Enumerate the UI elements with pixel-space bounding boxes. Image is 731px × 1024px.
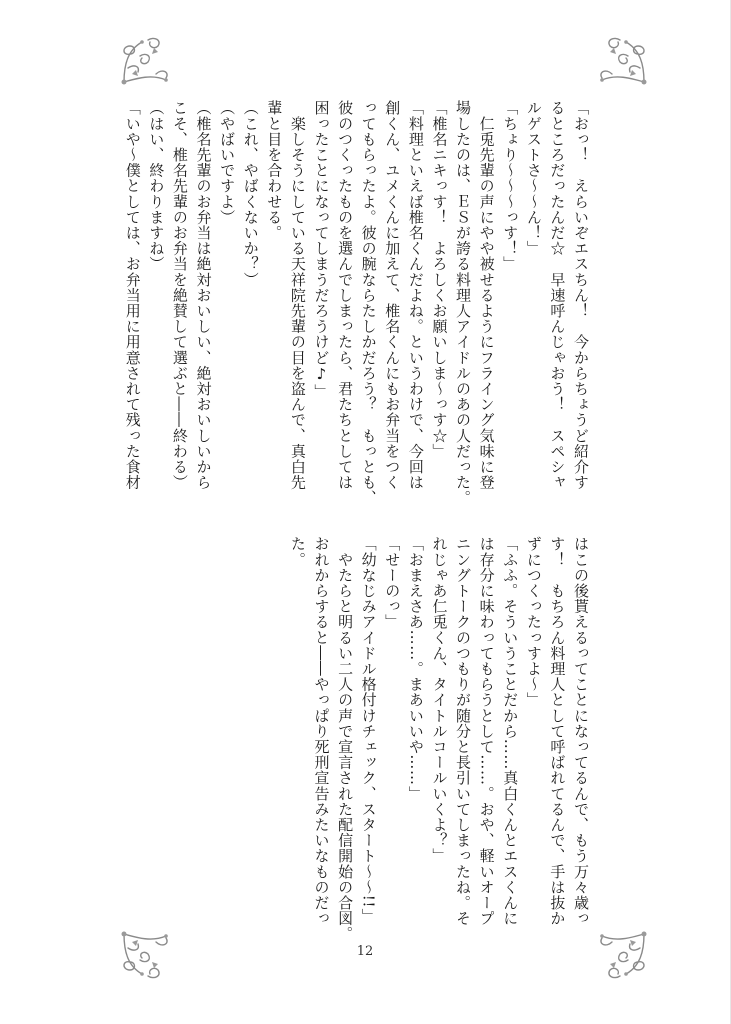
text-line: 彼のつくったものを選んでしまったら、君たちとしては	[336, 100, 355, 490]
text-line: （はい、終わりますね）	[147, 100, 166, 272]
text-line: やたらと明るい二人の声で宣言された配信開始の合図。	[336, 536, 355, 942]
flourish-icon	[118, 34, 172, 88]
text-line: 仁兎先輩の声にやや被せるようにフライング気味に登	[477, 100, 496, 490]
page-number: 12	[356, 944, 374, 959]
text-line: 「ちょり〜〜〜っす！」	[501, 100, 520, 272]
text-line: 「おまえさあ……。まあいいや……」	[406, 536, 425, 802]
text-line: 「幼なじみアイドル格付けチェック、スタート〜〜!!」	[359, 536, 378, 924]
text-line: はこの後貰えるってことになってるんで、もう万々歳っ	[572, 536, 590, 926]
text-line: ルゲストさ〜〜ん！」	[524, 100, 543, 256]
text-line: す！ もちろん料理人として呼ばれてるんで、手は抜か	[548, 536, 567, 926]
text-line: るところだったんだ☆ 早速呼んじゃおう！ スペシャ	[548, 100, 567, 490]
text-line: 創くん、ユメくんに加えて、椎名くんにもお弁当をつく	[383, 100, 402, 490]
text-line: 楽しそうにしている天祥院先輩の目を盗んで、真白先	[288, 100, 307, 490]
corner-ornament-top-right	[596, 34, 650, 88]
text-line: 「椎名ニキっす！ よろしくお願いしま〜っす☆」	[430, 100, 449, 459]
text-line: た。	[288, 536, 307, 568]
text-line: 「せーのっ」	[383, 536, 402, 630]
text-line: 「ふふ。そういうことだから……真白くんとエスくんに	[501, 536, 520, 926]
text-line: 輩と目を合わせる。	[265, 100, 284, 241]
text-line: （椎名先輩のお弁当は絶対おいしい、絶対おいしいから	[194, 100, 213, 490]
lower-text-column	[285, 536, 592, 942]
text-line: 困ったことになってしまうだろうけど♪」	[312, 100, 331, 400]
corner-ornament-top-left	[118, 34, 172, 88]
upper-text-column	[120, 100, 592, 506]
text-line: れじゃあ仁兎くん、タイトルコールいくよ？」	[430, 536, 449, 864]
text-line: おれからすると――やっぱり死刑宣告みたいなものだっ	[312, 536, 331, 926]
text-line: 「おっ！ えらいぞエスちん！ 今からちょうど紹介す	[572, 100, 590, 490]
text-line: （やばいですよ）	[218, 100, 237, 225]
text-line: 「料理といえば椎名くんだよね。というわけで、今回は	[406, 100, 425, 490]
text-line: 「いや〜僕としては、お弁当用に用意されて残った食材	[123, 100, 142, 490]
text-line: は存分に味わってもらうとして……。おや、軽いオープ	[477, 536, 496, 926]
text-line: ずにつくったっすよ〜」	[524, 536, 543, 708]
text-line: （これ、やばくないか？）	[241, 100, 260, 288]
text-line: ニングトークのつもりが随分と長引いてしまったね。そ	[454, 536, 473, 926]
text-line: こそ、椎名先輩のお弁当を絶賛して選ぶと――終わる）	[170, 100, 189, 490]
text-line: ってもらったよ。彼の腕ならたしかだろう？ もっとも、	[359, 100, 378, 506]
flourish-icon	[596, 34, 650, 88]
text-line: 場したのは、ＥＳが誇る料理人アイドルのあの人だった。	[454, 100, 473, 506]
